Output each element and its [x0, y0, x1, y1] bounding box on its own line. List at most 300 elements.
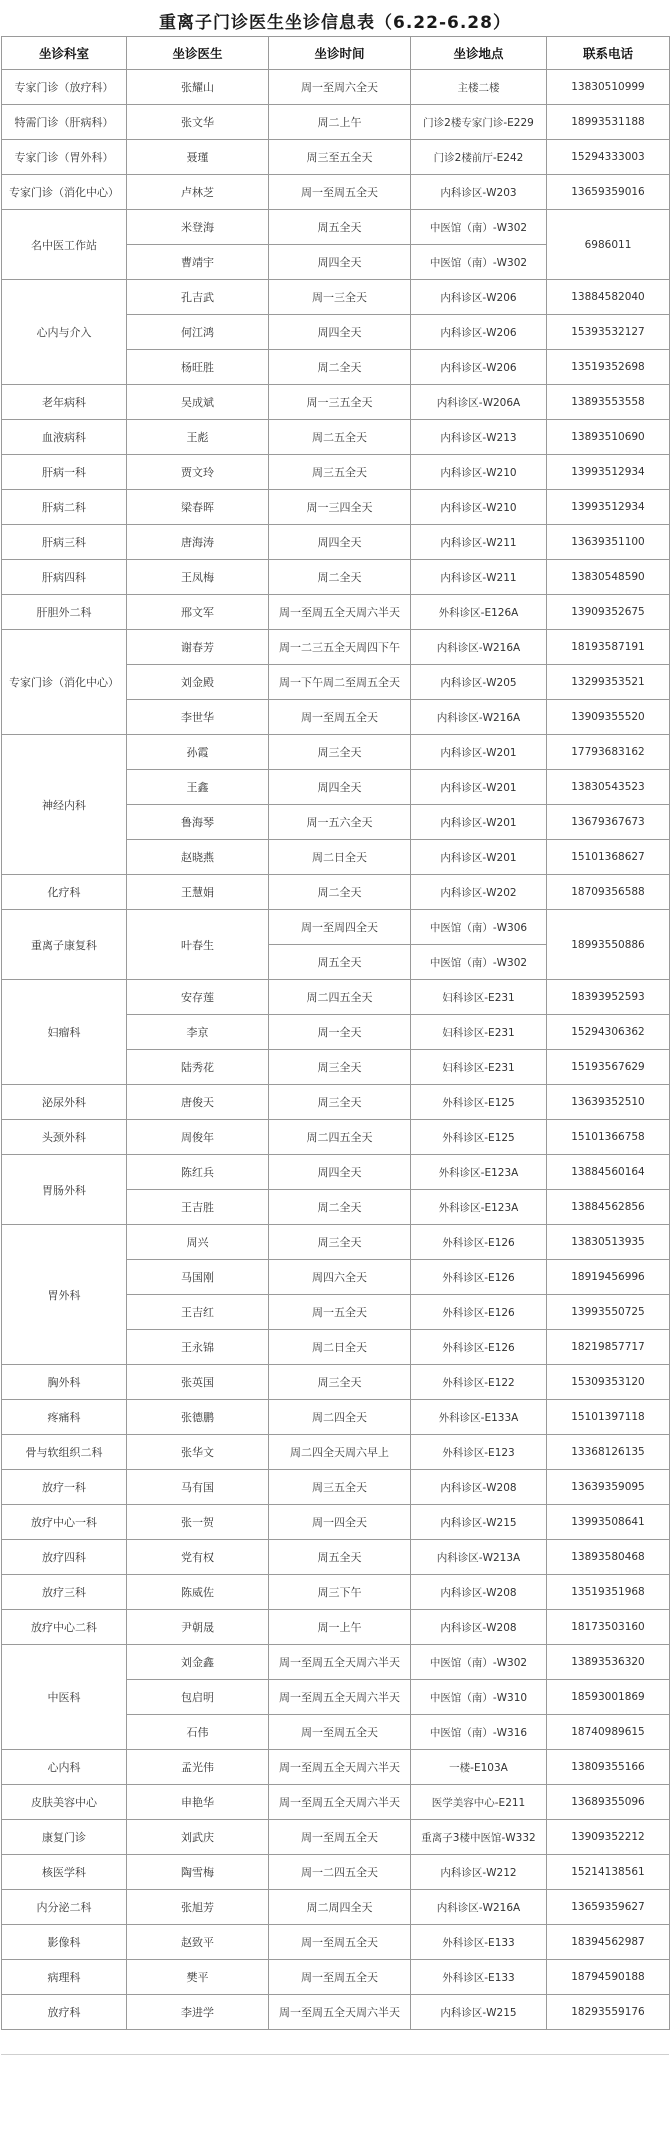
location-cell: 内科诊区-W201	[411, 735, 547, 770]
dept-cell: 肝病一科	[2, 455, 127, 490]
doctor-cell: 叶春生	[127, 910, 269, 980]
table-row	[2, 525, 670, 560]
bottom-border	[1, 2054, 669, 2055]
phone-cell: 18219857717	[547, 1330, 670, 1365]
doctor-cell: 孔吉武	[127, 280, 269, 315]
schedule-table	[1, 36, 670, 2030]
doctor-cell: 张旭芳	[127, 1890, 269, 1925]
table-row	[2, 210, 670, 245]
table-row	[2, 455, 670, 490]
location-cell: 内科诊区-W202	[411, 875, 547, 910]
table-row	[2, 1400, 670, 1435]
table-row	[2, 1470, 670, 1505]
location-cell: 内科诊区-W206	[411, 350, 547, 385]
time-cell: 周一上午	[269, 1610, 411, 1645]
phone-cell: 18740989615	[547, 1715, 670, 1750]
location-cell: 外科诊区-E123	[411, 1435, 547, 1470]
doctor-cell: 张英国	[127, 1365, 269, 1400]
dept-cell: 血液病科	[2, 420, 127, 455]
location-cell: 内科诊区-W206	[411, 315, 547, 350]
time-cell: 周一至周五全天	[269, 1925, 411, 1960]
location-cell: 外科诊区-E123A	[411, 1155, 547, 1190]
location-cell: 内科诊区-W201	[411, 770, 547, 805]
table-row	[2, 1750, 670, 1785]
phone-cell: 18709356588	[547, 875, 670, 910]
phone-cell: 15101368627	[547, 840, 670, 875]
time-cell: 周三全天	[269, 1085, 411, 1120]
table-row	[2, 1925, 670, 1960]
location-cell: 重离子3楼中医馆-W332	[411, 1820, 547, 1855]
time-cell: 周五全天	[269, 210, 411, 245]
table-row	[2, 1575, 670, 1610]
doctor-cell: 王慧娟	[127, 875, 269, 910]
doctor-cell: 党有权	[127, 1540, 269, 1575]
location-cell: 外科诊区-E122	[411, 1365, 547, 1400]
location-cell: 妇科诊区-E231	[411, 1050, 547, 1085]
doctor-cell: 樊平	[127, 1960, 269, 1995]
doctor-cell: 王鑫	[127, 770, 269, 805]
location-cell: 内科诊区-W216A	[411, 1890, 547, 1925]
doctor-cell: 谢春芳	[127, 630, 269, 665]
table-row	[2, 490, 670, 525]
dept-cell: 头颈外科	[2, 1120, 127, 1155]
table-row	[2, 875, 670, 910]
time-cell: 周一四全天	[269, 1505, 411, 1540]
doctor-cell: 马有国	[127, 1470, 269, 1505]
phone-cell: 13993512934	[547, 455, 670, 490]
phone-cell: 15193567629	[547, 1050, 670, 1085]
time-cell: 周一至周五全天	[269, 1715, 411, 1750]
header-time: 坐诊时间	[269, 37, 411, 70]
table-row	[2, 1820, 670, 1855]
location-cell: 内科诊区-W211	[411, 525, 547, 560]
phone-cell: 13884582040	[547, 280, 670, 315]
location-cell: 门诊2楼专家门诊-E229	[411, 105, 547, 140]
phone-cell: 13830513935	[547, 1225, 670, 1260]
time-cell: 周一至周五全天	[269, 700, 411, 735]
time-cell: 周一三四全天	[269, 490, 411, 525]
table-body	[2, 70, 670, 2030]
dept-cell: 专家门诊（胃外科）	[2, 140, 127, 175]
header-location: 坐诊地点	[411, 37, 547, 70]
time-cell: 周四全天	[269, 1155, 411, 1190]
dept-cell: 放疗中心二科	[2, 1610, 127, 1645]
header-doctor: 坐诊医生	[127, 37, 269, 70]
time-cell: 周四全天	[269, 245, 411, 280]
location-cell: 内科诊区-W216A	[411, 630, 547, 665]
phone-cell: 13909352675	[547, 595, 670, 630]
location-cell: 内科诊区-W215	[411, 1505, 547, 1540]
dept-cell: 胃肠外科	[2, 1155, 127, 1225]
header-phone: 联系电话	[547, 37, 670, 70]
dept-cell: 康复门诊	[2, 1820, 127, 1855]
phone-cell: 13893536320	[547, 1645, 670, 1680]
dept-cell: 肝病四科	[2, 560, 127, 595]
time-cell: 周一至周五全天周六半天	[269, 1785, 411, 1820]
doctor-cell: 鲁海琴	[127, 805, 269, 840]
dept-cell: 特需门诊（肝病科）	[2, 105, 127, 140]
time-cell: 周一下午周二至周五全天	[269, 665, 411, 700]
doctor-cell: 张文华	[127, 105, 269, 140]
doctor-cell: 王吉红	[127, 1295, 269, 1330]
dept-cell: 皮肤美容中心	[2, 1785, 127, 1820]
doctor-cell: 曹靖宇	[127, 245, 269, 280]
doctor-cell: 唐海涛	[127, 525, 269, 560]
dept-cell: 重离子康复科	[2, 910, 127, 980]
location-cell: 妇科诊区-E231	[411, 1015, 547, 1050]
phone-cell: 13993508641	[547, 1505, 670, 1540]
location-cell: 内科诊区-W216A	[411, 700, 547, 735]
doctor-cell: 陈红兵	[127, 1155, 269, 1190]
time-cell: 周四全天	[269, 770, 411, 805]
phone-cell: 13639359095	[547, 1470, 670, 1505]
dept-cell: 专家门诊（消化中心）	[2, 175, 127, 210]
dept-cell: 影像科	[2, 1925, 127, 1960]
table-row	[2, 1120, 670, 1155]
time-cell: 周三下午	[269, 1575, 411, 1610]
location-cell: 外科诊区-E126	[411, 1330, 547, 1365]
location-cell: 内科诊区-W203	[411, 175, 547, 210]
dept-cell: 心内科	[2, 1750, 127, 1785]
time-cell: 周一至周五全天	[269, 1820, 411, 1855]
location-cell: 一楼-E103A	[411, 1750, 547, 1785]
doctor-cell: 包启明	[127, 1680, 269, 1715]
table-row	[2, 560, 670, 595]
doctor-cell: 安存莲	[127, 980, 269, 1015]
phone-cell: 13689355096	[547, 1785, 670, 1820]
phone-cell: 13519352698	[547, 350, 670, 385]
location-cell: 内科诊区-W212	[411, 1855, 547, 1890]
doctor-cell: 邢文军	[127, 595, 269, 630]
table-row	[2, 140, 670, 175]
doctor-cell: 吴成斌	[127, 385, 269, 420]
dept-cell: 肝病三科	[2, 525, 127, 560]
phone-cell: 13639351100	[547, 525, 670, 560]
location-cell: 中医馆（南）-W302	[411, 210, 547, 245]
doctor-cell: 王永锦	[127, 1330, 269, 1365]
phone-cell: 18393952593	[547, 980, 670, 1015]
phone-cell: 13519351968	[547, 1575, 670, 1610]
table-row	[2, 630, 670, 665]
dept-cell: 心内与介入	[2, 280, 127, 385]
table-row	[2, 595, 670, 630]
location-cell: 外科诊区-E133	[411, 1960, 547, 1995]
table-row	[2, 1435, 670, 1470]
location-cell: 内科诊区-W208	[411, 1575, 547, 1610]
location-cell: 内科诊区-W201	[411, 840, 547, 875]
dept-cell: 内分泌二科	[2, 1890, 127, 1925]
location-cell: 中医馆（南）-W302	[411, 945, 547, 980]
time-cell: 周二四全天	[269, 1400, 411, 1435]
dept-cell: 放疗一科	[2, 1470, 127, 1505]
doctor-cell: 卢林芝	[127, 175, 269, 210]
location-cell: 内科诊区-W211	[411, 560, 547, 595]
dept-cell: 神经内科	[2, 735, 127, 875]
doctor-cell: 李进学	[127, 1995, 269, 2030]
table-row	[2, 1855, 670, 1890]
time-cell: 周一五六全天	[269, 805, 411, 840]
doctor-cell: 刘金鑫	[127, 1645, 269, 1680]
doctor-cell: 孙霞	[127, 735, 269, 770]
time-cell: 周二日全天	[269, 840, 411, 875]
doctor-cell: 张德鹏	[127, 1400, 269, 1435]
table-row	[2, 735, 670, 770]
phone-cell: 13909355520	[547, 700, 670, 735]
doctor-cell: 张一贺	[127, 1505, 269, 1540]
time-cell: 周二全天	[269, 875, 411, 910]
dept-cell: 名中医工作站	[2, 210, 127, 280]
doctor-cell: 刘金殿	[127, 665, 269, 700]
phone-cell: 15214138561	[547, 1855, 670, 1890]
phone-cell: 15294306362	[547, 1015, 670, 1050]
dept-cell: 胸外科	[2, 1365, 127, 1400]
phone-cell: 15101397118	[547, 1400, 670, 1435]
dept-cell: 放疗三科	[2, 1575, 127, 1610]
time-cell: 周五全天	[269, 1540, 411, 1575]
dept-cell: 专家门诊（放疗科）	[2, 70, 127, 105]
phone-cell: 13368126135	[547, 1435, 670, 1470]
time-cell: 周一五全天	[269, 1295, 411, 1330]
phone-cell: 18593001869	[547, 1680, 670, 1715]
location-cell: 中医馆（南）-W310	[411, 1680, 547, 1715]
phone-cell: 18794590188	[547, 1960, 670, 1995]
location-cell: 内科诊区-W205	[411, 665, 547, 700]
phone-cell: 13993550725	[547, 1295, 670, 1330]
phone-cell: 13659359016	[547, 175, 670, 210]
location-cell: 主楼二楼	[411, 70, 547, 105]
doctor-cell: 唐俊天	[127, 1085, 269, 1120]
phone-cell: 15101366758	[547, 1120, 670, 1155]
location-cell: 内科诊区-W215	[411, 1995, 547, 2030]
time-cell: 周二四五全天	[269, 980, 411, 1015]
time-cell: 周二日全天	[269, 1330, 411, 1365]
table-row	[2, 1995, 670, 2030]
time-cell: 周一至周五全天周六半天	[269, 1995, 411, 2030]
location-cell: 外科诊区-E126	[411, 1260, 547, 1295]
time-cell: 周三全天	[269, 1225, 411, 1260]
location-cell: 中医馆（南）-W302	[411, 1645, 547, 1680]
doctor-cell: 尹朝晟	[127, 1610, 269, 1645]
table-row	[2, 420, 670, 455]
location-cell: 中医馆（南）-W302	[411, 245, 547, 280]
doctor-cell: 何江鸿	[127, 315, 269, 350]
time-cell: 周一至周五全天周六半天	[269, 1680, 411, 1715]
table-row	[2, 105, 670, 140]
page-title: 重离子门诊医生坐诊信息表（6.22-6.28）	[159, 13, 511, 33]
phone-cell: 15294333003	[547, 140, 670, 175]
table-row	[2, 910, 670, 945]
dept-cell: 放疗科	[2, 1995, 127, 2030]
table-row	[2, 980, 670, 1015]
doctor-cell: 马国刚	[127, 1260, 269, 1295]
doctor-cell: 赵晓燕	[127, 840, 269, 875]
time-cell: 周二四全天周六早上	[269, 1435, 411, 1470]
doctor-cell: 李京	[127, 1015, 269, 1050]
phone-cell: 13639352510	[547, 1085, 670, 1120]
phone-cell: 13893510690	[547, 420, 670, 455]
doctor-cell: 王吉胜	[127, 1190, 269, 1225]
doctor-cell: 赵致平	[127, 1925, 269, 1960]
location-cell: 妇科诊区-E231	[411, 980, 547, 1015]
location-cell: 外科诊区-E126	[411, 1225, 547, 1260]
location-cell: 内科诊区-W210	[411, 490, 547, 525]
time-cell: 周三五全天	[269, 455, 411, 490]
doctor-cell: 陶雪梅	[127, 1855, 269, 1890]
time-cell: 周三全天	[269, 735, 411, 770]
dept-cell: 肝胆外二科	[2, 595, 127, 630]
time-cell: 周二全天	[269, 1190, 411, 1225]
time-cell: 周一至周四全天	[269, 910, 411, 945]
time-cell: 周二周四全天	[269, 1890, 411, 1925]
phone-cell: 13909352212	[547, 1820, 670, 1855]
dept-cell: 肝病二科	[2, 490, 127, 525]
doctor-cell: 申艳华	[127, 1785, 269, 1820]
phone-cell: 18173503160	[547, 1610, 670, 1645]
phone-cell: 17793683162	[547, 735, 670, 770]
location-cell: 外科诊区-E123A	[411, 1190, 547, 1225]
dept-cell: 老年病科	[2, 385, 127, 420]
dept-cell: 病理科	[2, 1960, 127, 1995]
doctor-cell: 石伟	[127, 1715, 269, 1750]
phone-cell: 15393532127	[547, 315, 670, 350]
time-cell: 周一二三五全天周四下午	[269, 630, 411, 665]
doctor-cell: 张耀山	[127, 70, 269, 105]
time-cell: 周一全天	[269, 1015, 411, 1050]
location-cell: 外科诊区-E133A	[411, 1400, 547, 1435]
phone-cell: 13884562856	[547, 1190, 670, 1225]
location-cell: 中医馆（南）-W316	[411, 1715, 547, 1750]
dept-cell: 泌尿外科	[2, 1085, 127, 1120]
phone-cell: 6986011	[547, 210, 670, 280]
table-row	[2, 1085, 670, 1120]
doctor-cell: 李世华	[127, 700, 269, 735]
location-cell: 内科诊区-W206	[411, 280, 547, 315]
time-cell: 周三五全天	[269, 1470, 411, 1505]
location-cell: 外科诊区-E126A	[411, 595, 547, 630]
time-cell: 周一至周五全天周六半天	[269, 595, 411, 630]
location-cell: 门诊2楼前厅-E242	[411, 140, 547, 175]
dept-cell: 放疗四科	[2, 1540, 127, 1575]
header-row	[2, 37, 670, 70]
phone-cell: 13830543523	[547, 770, 670, 805]
time-cell: 周一至周五全天	[269, 175, 411, 210]
table-row	[2, 1785, 670, 1820]
time-cell: 周一至周五全天周六半天	[269, 1645, 411, 1680]
time-cell: 周三至五全天	[269, 140, 411, 175]
time-cell: 周一二四五全天	[269, 1855, 411, 1890]
dept-cell: 中医科	[2, 1645, 127, 1750]
phone-cell: 13893580468	[547, 1540, 670, 1575]
dept-cell: 化疗科	[2, 875, 127, 910]
table-row	[2, 1960, 670, 1995]
time-cell: 周二全天	[269, 560, 411, 595]
time-cell: 周五全天	[269, 945, 411, 980]
doctor-cell: 张华文	[127, 1435, 269, 1470]
dept-cell: 核医学科	[2, 1855, 127, 1890]
time-cell: 周二四五全天	[269, 1120, 411, 1155]
header-dept: 坐诊科室	[2, 37, 127, 70]
phone-cell: 18993531188	[547, 105, 670, 140]
table-row	[2, 70, 670, 105]
phone-cell: 13993512934	[547, 490, 670, 525]
doctor-cell: 刘武庆	[127, 1820, 269, 1855]
location-cell: 内科诊区-W208	[411, 1470, 547, 1505]
phone-cell: 18293559176	[547, 1995, 670, 2030]
table-row	[2, 1505, 670, 1540]
doctor-cell: 聂瑾	[127, 140, 269, 175]
location-cell: 中医馆（南）-W306	[411, 910, 547, 945]
location-cell: 内科诊区-W201	[411, 805, 547, 840]
doctor-cell: 周俊年	[127, 1120, 269, 1155]
time-cell: 周二上午	[269, 105, 411, 140]
doctor-cell: 杨旺胜	[127, 350, 269, 385]
table-row	[2, 1645, 670, 1680]
time-cell: 周一三全天	[269, 280, 411, 315]
table-row	[2, 1155, 670, 1190]
table-row	[2, 1540, 670, 1575]
dept-cell: 专家门诊（消化中心）	[2, 630, 127, 735]
phone-cell: 13830510999	[547, 70, 670, 105]
phone-cell: 13893553558	[547, 385, 670, 420]
doctor-cell: 王凤梅	[127, 560, 269, 595]
location-cell: 内科诊区-W213	[411, 420, 547, 455]
dept-cell: 骨与软组织二科	[2, 1435, 127, 1470]
dept-cell: 胃外科	[2, 1225, 127, 1365]
table-row	[2, 1225, 670, 1260]
location-cell: 外科诊区-E126	[411, 1295, 547, 1330]
doctor-cell: 周兴	[127, 1225, 269, 1260]
phone-cell: 13809355166	[547, 1750, 670, 1785]
time-cell: 周四全天	[269, 315, 411, 350]
location-cell: 外科诊区-E125	[411, 1120, 547, 1155]
phone-cell: 13830548590	[547, 560, 670, 595]
dept-cell: 妇瘤科	[2, 980, 127, 1085]
schedule-table-wrap	[1, 36, 669, 2030]
table-row	[2, 1610, 670, 1645]
dept-cell: 疼痛科	[2, 1400, 127, 1435]
table-row	[2, 1890, 670, 1925]
location-cell: 内科诊区-W213A	[411, 1540, 547, 1575]
phone-cell: 18193587191	[547, 630, 670, 665]
doctor-cell: 梁春晖	[127, 490, 269, 525]
table-row	[2, 385, 670, 420]
phone-cell: 13659359627	[547, 1890, 670, 1925]
location-cell: 内科诊区-W208	[411, 1610, 547, 1645]
phone-cell: 18394562987	[547, 1925, 670, 1960]
time-cell: 周二全天	[269, 350, 411, 385]
time-cell: 周一三五全天	[269, 385, 411, 420]
doctor-cell: 陈威佐	[127, 1575, 269, 1610]
time-cell: 周一至周六全天	[269, 70, 411, 105]
time-cell: 周四全天	[269, 525, 411, 560]
phone-cell: 18993550886	[547, 910, 670, 980]
time-cell: 周三全天	[269, 1365, 411, 1400]
location-cell: 外科诊区-E125	[411, 1085, 547, 1120]
location-cell: 医学美容中心-E211	[411, 1785, 547, 1820]
doctor-cell: 王彪	[127, 420, 269, 455]
table-row	[2, 280, 670, 315]
table-row	[2, 1365, 670, 1400]
phone-cell: 13884560164	[547, 1155, 670, 1190]
doctor-cell: 孟光伟	[127, 1750, 269, 1785]
location-cell: 外科诊区-E133	[411, 1925, 547, 1960]
phone-cell: 15309353120	[547, 1365, 670, 1400]
location-cell: 内科诊区-W206A	[411, 385, 547, 420]
doctor-cell: 贾文玲	[127, 455, 269, 490]
doctor-cell: 米登海	[127, 210, 269, 245]
dept-cell: 放疗中心一科	[2, 1505, 127, 1540]
table-row	[2, 175, 670, 210]
